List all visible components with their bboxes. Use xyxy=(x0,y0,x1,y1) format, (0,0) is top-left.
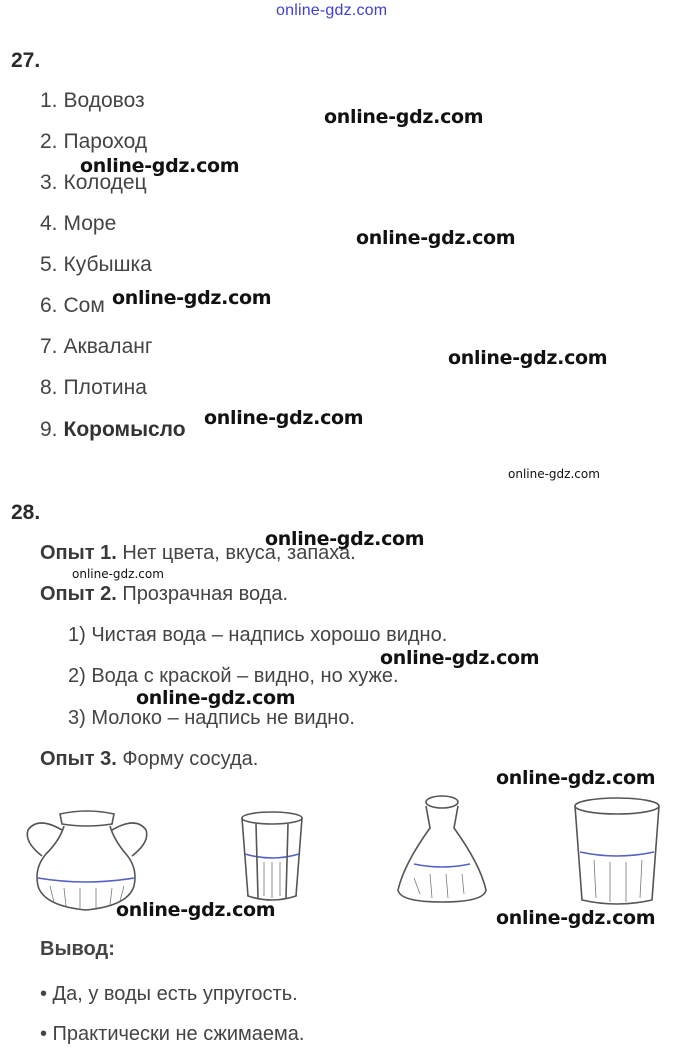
experiment-text: Нет цвета, вкуса, запаха. xyxy=(122,542,356,564)
experiment-label: Опыт 3. xyxy=(40,748,117,770)
experiment-text: Форму сосуда. xyxy=(122,748,259,770)
item-number: 5. xyxy=(40,253,58,276)
glass-drawing xyxy=(236,810,308,905)
item-text: Водовоз xyxy=(63,89,145,112)
conclusion-bullet: • Практически не сжимаема. xyxy=(40,1023,305,1045)
item-text: Коромысло xyxy=(63,418,186,441)
experiment-2-result: 3) Молоко – надпись не видно. xyxy=(68,707,355,729)
item-number: 4. xyxy=(40,212,58,235)
conclusion-bullet: • Да, у воды есть упругость. xyxy=(40,983,298,1005)
watermark: online-gdz.com xyxy=(80,155,240,177)
experiment-2 xyxy=(40,583,288,606)
item-text: Сом xyxy=(63,294,105,317)
watermark: online-gdz.com xyxy=(265,528,425,550)
watermark: online-gdz.com xyxy=(380,647,540,669)
watermark: online-gdz.com xyxy=(112,287,272,309)
item-number: 2. xyxy=(40,130,58,153)
watermark: online-gdz.com xyxy=(324,106,484,128)
list-item xyxy=(40,294,105,318)
item-text: Колодец xyxy=(63,171,147,194)
item-number: 6. xyxy=(40,294,58,317)
flask-drawing xyxy=(392,794,492,906)
watermark: online-gdz.com xyxy=(116,899,276,921)
conclusion-title: Вывод: xyxy=(40,938,115,960)
watermark: online-gdz.com xyxy=(356,227,516,249)
item-text: Море xyxy=(63,212,117,235)
list-item xyxy=(40,418,186,442)
watermark: online-gdz.com xyxy=(496,907,656,929)
item-number: 7. xyxy=(40,335,58,358)
experiment-label: Опыт 1. xyxy=(40,542,117,564)
item-text: Плотина xyxy=(63,376,147,399)
experiment-2-result: 2) Вода с краской – видно, но хуже. xyxy=(68,665,399,687)
list-item xyxy=(40,253,152,277)
question-27-number: 27. xyxy=(11,49,41,72)
list-item xyxy=(40,335,153,359)
list-item xyxy=(40,89,145,113)
tumbler-drawing xyxy=(570,796,665,911)
experiment-text: Прозрачная вода. xyxy=(122,583,289,605)
experiment-3 xyxy=(40,748,258,771)
item-text: Акваланг xyxy=(63,335,153,358)
item-number: 8. xyxy=(40,376,58,399)
list-item xyxy=(40,212,116,236)
item-text: Пароход xyxy=(63,130,148,153)
item-number: 9. xyxy=(40,418,58,441)
watermark: online-gdz.com xyxy=(496,767,656,789)
question-28-number: 28. xyxy=(11,501,41,524)
item-text: Кубышка xyxy=(63,253,152,276)
item-number: 1. xyxy=(40,89,58,112)
watermark: online-gdz.com xyxy=(136,687,296,709)
watermark: online-gdz.com xyxy=(204,407,364,429)
watermark: online-gdz.com xyxy=(508,467,600,481)
experiment-2-result: 1) Чистая вода – надпись хорошо видно. xyxy=(68,624,448,646)
watermark: online-gdz.com xyxy=(72,567,164,581)
header-watermark: online-gdz.com xyxy=(276,2,388,19)
list-item xyxy=(40,130,147,154)
watermark: online-gdz.com xyxy=(448,347,608,369)
item-number: 3. xyxy=(40,171,58,194)
experiment-label: Опыт 2. xyxy=(40,583,117,605)
list-item xyxy=(40,376,147,400)
